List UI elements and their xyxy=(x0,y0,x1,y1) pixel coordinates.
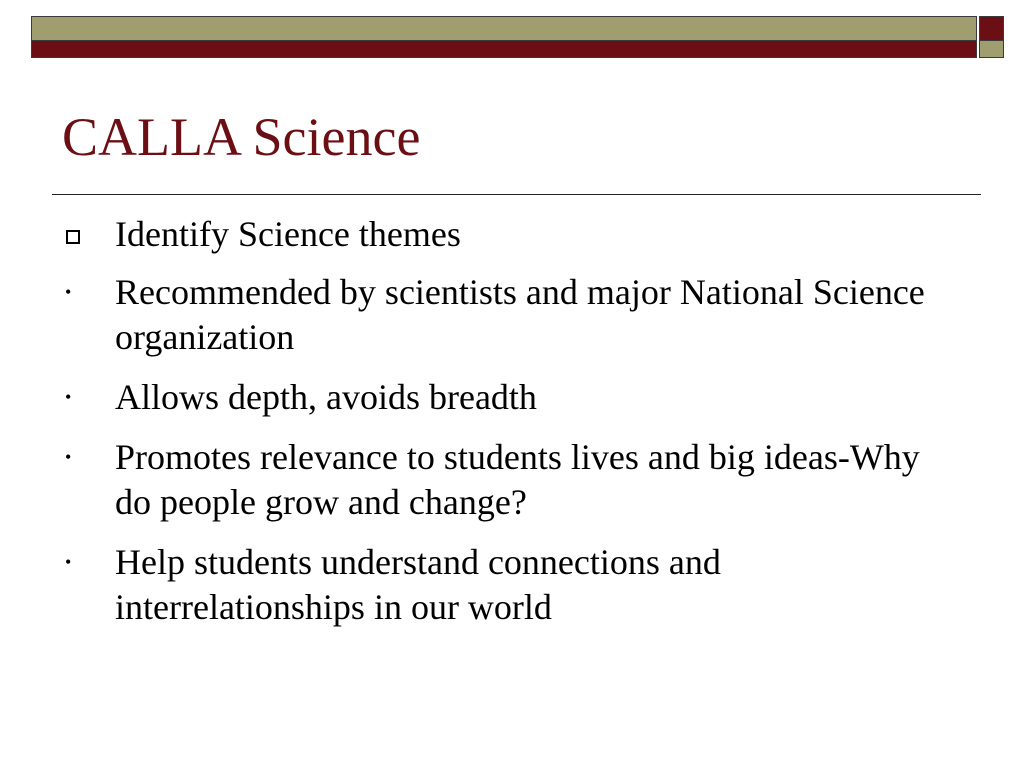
header-band-maroon xyxy=(31,41,977,58)
bullet-text: Recommended by scientists and major National Science organization xyxy=(115,272,925,357)
bullet-text: Identify Science themes xyxy=(115,214,461,254)
header-band-olive xyxy=(31,16,977,41)
slide-title: CALLA Science xyxy=(62,107,421,167)
bullet-item xyxy=(62,270,962,360)
dot-bullet-icon: • xyxy=(65,387,72,407)
dot-bullet-icon: • xyxy=(65,552,72,572)
bullet-text: Help students understand connections and interrelationships in our world xyxy=(115,542,721,627)
dot-bullet-icon: • xyxy=(65,447,72,467)
hollow-square-bullet-icon xyxy=(66,230,80,244)
bullet-list xyxy=(62,212,962,645)
bullet-item xyxy=(62,375,962,420)
bullet-item xyxy=(62,212,962,257)
bullet-text: Allows depth, avoids breadth xyxy=(115,377,537,417)
header-square-maroon xyxy=(979,16,1004,41)
bullet-text: Promotes relevance to students lives and big ideas-Why do people grow and change? xyxy=(115,437,920,522)
bullet-item xyxy=(62,435,962,525)
title-divider xyxy=(52,194,981,195)
dot-bullet-icon: • xyxy=(65,282,72,302)
header-square-olive xyxy=(979,41,1004,58)
bullet-item xyxy=(62,540,962,630)
